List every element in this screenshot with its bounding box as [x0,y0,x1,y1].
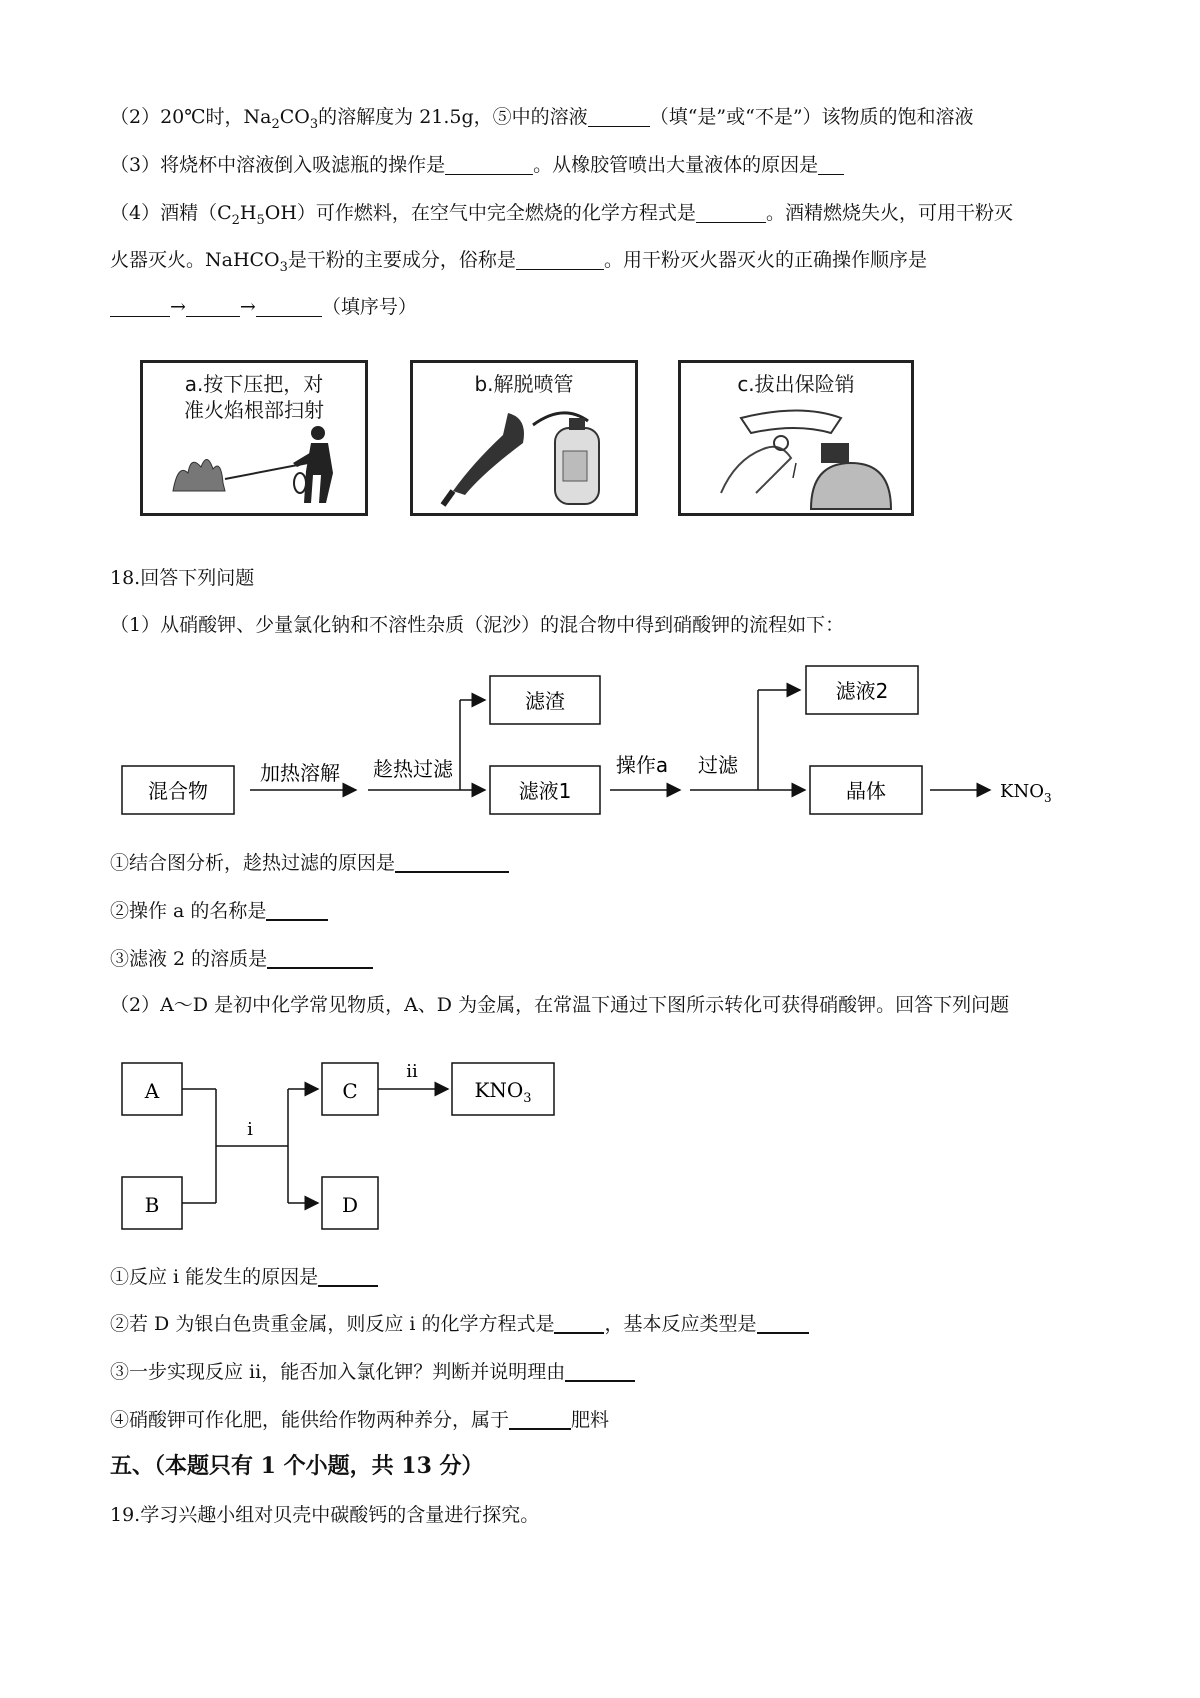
flow-label-reaction-i: i [247,1119,253,1140]
answer-blank[interactable] [318,1265,378,1287]
q18-part2-sub3: ③一步实现反应 ii，能否加入氯化钾？判断并说明理由 [110,1357,635,1387]
extinguisher-step-a-panel: a.按下压把，对 准火焰根部扫射 [140,360,368,516]
answer-blank[interactable] [509,1408,571,1430]
q17-part4-line1: （4）酒精$(C_2H_5OH)$可作燃料，在空气中完全燃烧的化学方程式是 。酒精燃烧失火，可用干粉灭 [110,202,1013,228]
q18-title: 18.回答下列问题 [110,567,255,589]
flow-label-filtrate1: 滤液1 [518,779,572,803]
answer-blank[interactable] [554,1312,604,1334]
q18-part2-sub2: ②若 D 为银白色贵重金属，则反应 i 的化学方程式是 ，基本反应类型是 [110,1309,809,1339]
q17-part4-line3: → → （填序号） [110,292,417,322]
flow-label-residue: 滤渣 [525,689,565,713]
answer-blank[interactable] [516,249,604,270]
q18-part2: （2）A～D 是初中化学常见物质，A、D 为金属，在常温下通过下图所示转化可获得硝酸钾。回答下列问题 [110,994,1010,1016]
flow-label-filtrate2: 滤液2 [835,679,889,703]
answer-blank[interactable] [565,1360,635,1382]
q18-part1: （1）从硝酸钾、少量氯化钠和不溶性杂质（泥沙）的混合物中得到硝酸钾的流程如下： [110,614,845,636]
section-five-heading: 五、（本题只有 1 个小题，共 13 分） [110,1453,484,1479]
q18-sub3: ③滤液 2 的溶质是 [110,944,373,974]
answer-blank[interactable] [395,851,509,873]
answer-blank[interactable] [256,296,322,317]
q17-part4-line2: 火器灭火。NaHCO$_3$是干粉的主要成分，俗称是 。用干粉灭火器灭火的正确操作顺序是 [110,249,927,275]
q18-part2-sub4: ④硝酸钾可作化肥，能供给作物两种养分，属于 肥料 [110,1409,610,1431]
reaction-flowchart [0,1055,1200,1255]
flow-label-a: A [144,1079,160,1103]
flow-label-d: D [341,1193,359,1217]
flow-label-reaction-ii: ii [406,1061,418,1082]
answer-blank[interactable] [818,154,844,175]
flow-label-product: $KNO_3$ [1000,781,1052,805]
answer-blank[interactable] [588,106,650,127]
flow-label-heat-dissolve: 加热溶解 [260,761,340,785]
q17-part3: （3）将烧杯中溶液倒入吸滤瓶的操作是 。从橡胶管喷出大量液体的原因是 [110,150,844,180]
nozzle-illustration [413,363,635,513]
q18-sub2: ②操作 a 的名称是 [110,896,328,926]
firefighter-illustration [143,363,365,513]
answer-blank[interactable] [445,154,533,175]
flow-label-b: B [144,1193,160,1217]
answer-blank[interactable] [696,202,766,223]
flow-label-crystal: 晶体 [846,779,886,803]
flow-label-hot-filtration: 趁热过滤 [373,757,453,781]
flow-label-c: C [342,1079,358,1103]
answer-blank[interactable] [266,899,328,921]
safety-pin-illustration [681,363,911,513]
q19-title: 19.学习兴趣小组对贝壳中碳酸钙的含量进行探究。 [110,1504,540,1526]
flow-label-kno3: $KNO_3$ [474,1078,532,1106]
answer-blank[interactable] [186,296,240,317]
q17-part2: （2）20℃时，$Na_2CO_3$的溶解度为 21.5g，⑤中的溶液 （填“是”或“不是”）该物质的饱和溶液 [110,106,974,132]
q18-sub1: ①结合图分析，趁热过滤的原因是 [110,848,509,878]
q18-part2-sub1: ①反应 i 能发生的原因是 [110,1262,378,1292]
extinguisher-step-c-panel: c.拔出保险销 [678,360,914,516]
answer-blank[interactable] [110,296,170,317]
flow-label-filtration: 过滤 [698,753,738,777]
kno3-purification-flowchart [0,660,1200,820]
answer-blank[interactable] [267,947,373,969]
answer-blank[interactable] [757,1312,809,1334]
extinguisher-step-b-panel: b.解脱喷管 [410,360,638,516]
flow-label-operation-a: 操作a [615,753,669,777]
flow-label-mixture: 混合物 [148,779,208,803]
